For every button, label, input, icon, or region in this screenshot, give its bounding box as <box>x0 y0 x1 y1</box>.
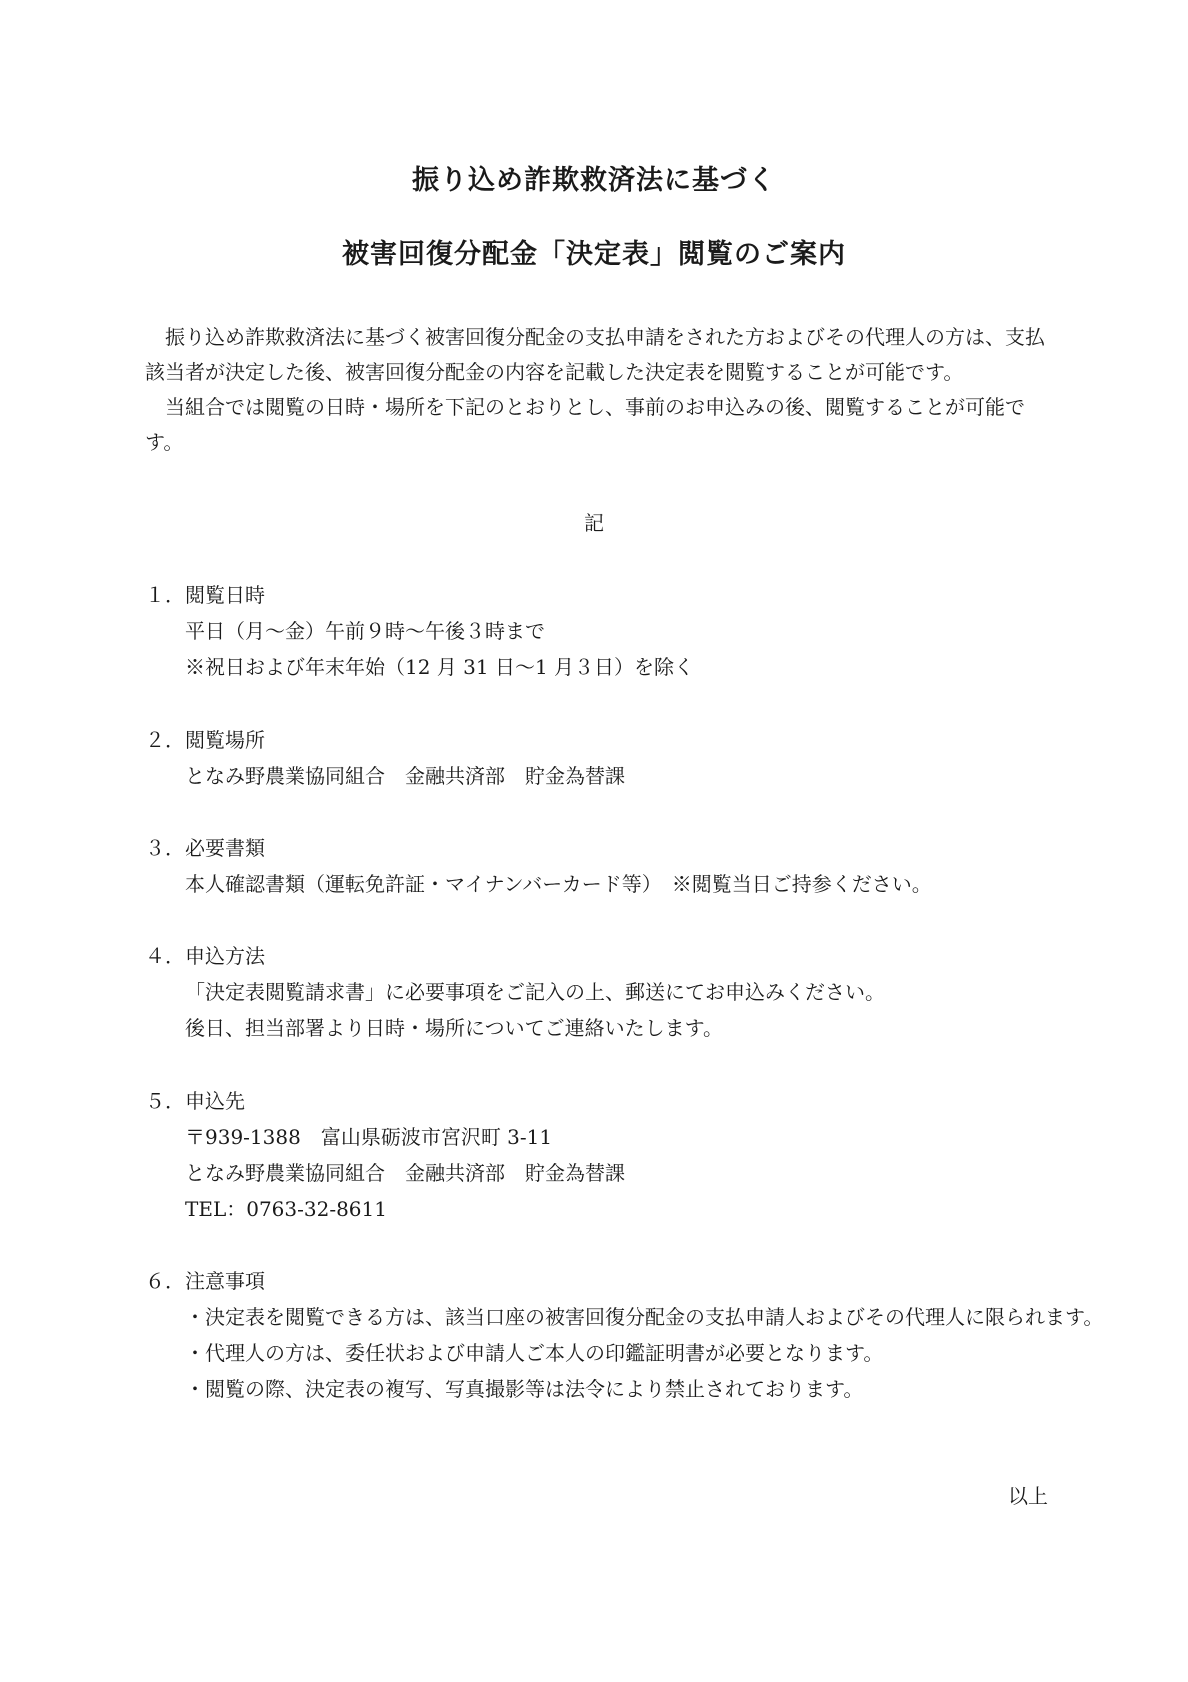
closing-ijo: 以上 <box>1008 1484 1048 1508</box>
section-application-address <box>145 1083 625 1227</box>
bullet-marker: ・ <box>185 1341 205 1365</box>
section-heading: 必要書類 <box>185 836 265 860</box>
ki-heading: 記 <box>584 511 604 535</box>
section-heading: 閲覧場所 <box>185 728 265 752</box>
title-line-1: 振り込め詐欺救済法に基づく <box>412 165 776 196</box>
section-notes <box>145 1263 1104 1407</box>
section-heading: 注意事項 <box>185 1269 265 1293</box>
section-number: ６． <box>145 1269 185 1293</box>
bullet-marker: ・ <box>185 1377 205 1401</box>
note-item <box>185 1371 1050 1407</box>
postal-address: 〒939-1388 富山県砺波市宮沢町 3-11 <box>185 1125 553 1149</box>
section-line: 平日（月～金）午前９時～午後３時まで <box>185 619 545 643</box>
section-number: ５． <box>145 1089 185 1113</box>
note-item <box>185 1299 1104 1335</box>
section-line: ※祝日および年末年始（12 月 31 日～1 月３日）を除く <box>185 655 695 679</box>
intro-paragraphs <box>145 320 1050 460</box>
section-number: １． <box>145 583 185 607</box>
title-line-2: 被害回復分配金「決定表」閲覧のご案内 <box>342 239 846 270</box>
section-line: となみ野農業協同組合 金融共済部 貯金為替課 <box>185 764 625 788</box>
section-heading: 申込先 <box>185 1089 245 1113</box>
intro-paragraph-2: 当組合では閲覧の日時・場所を下記のとおりとし、事前のお申込みの後、閲覧することが可能です。 <box>145 395 1025 454</box>
section-number: ４． <box>145 944 185 968</box>
organization-name: となみ野農業協同組合 金融共済部 貯金為替課 <box>185 1161 625 1185</box>
intro-paragraph-1: 振り込め詐欺救済法に基づく被害回復分配金の支払申請をされた方およびその代理人の方は、支払該当者が決定した後、被害回復分配金の内容を記載した決定表を閲覧することが可能です。 <box>145 325 1045 384</box>
section-required-documents <box>145 830 932 902</box>
note-text: 閲覧の際、決定表の複写、写真撮影等は法令により禁止されております。 <box>205 1377 864 1401</box>
section-application-method <box>145 938 885 1046</box>
note-text: 決定表を閲覧できる方は、該当口座の被害回復分配金の支払申請人およびその代理人に限られます。 <box>205 1305 1104 1329</box>
section-heading: 申込方法 <box>185 944 265 968</box>
section-line: 「決定表閲覧請求書」に必要事項をご記入の上、郵送にてお申込みください。 <box>185 980 885 1004</box>
section-number: ２． <box>145 728 185 752</box>
section-viewing-datetime <box>145 577 694 685</box>
bullet-marker: ・ <box>185 1305 205 1329</box>
telephone-number: TEL：0763-32-8611 <box>185 1197 387 1221</box>
note-text: 代理人の方は、委任状および申請人ご本人の印鑑証明書が必要となります。 <box>205 1341 884 1365</box>
note-item <box>185 1335 1050 1371</box>
section-number: ３． <box>145 836 185 860</box>
section-line: 本人確認書類（運転免許証・マイナンバーカード等） ※閲覧当日ご持参ください。 <box>185 872 932 896</box>
section-viewing-place <box>145 722 625 794</box>
section-line: 後日、担当部署より日時・場所についてご連絡いたします。 <box>185 1016 723 1040</box>
section-heading: 閲覧日時 <box>185 583 265 607</box>
